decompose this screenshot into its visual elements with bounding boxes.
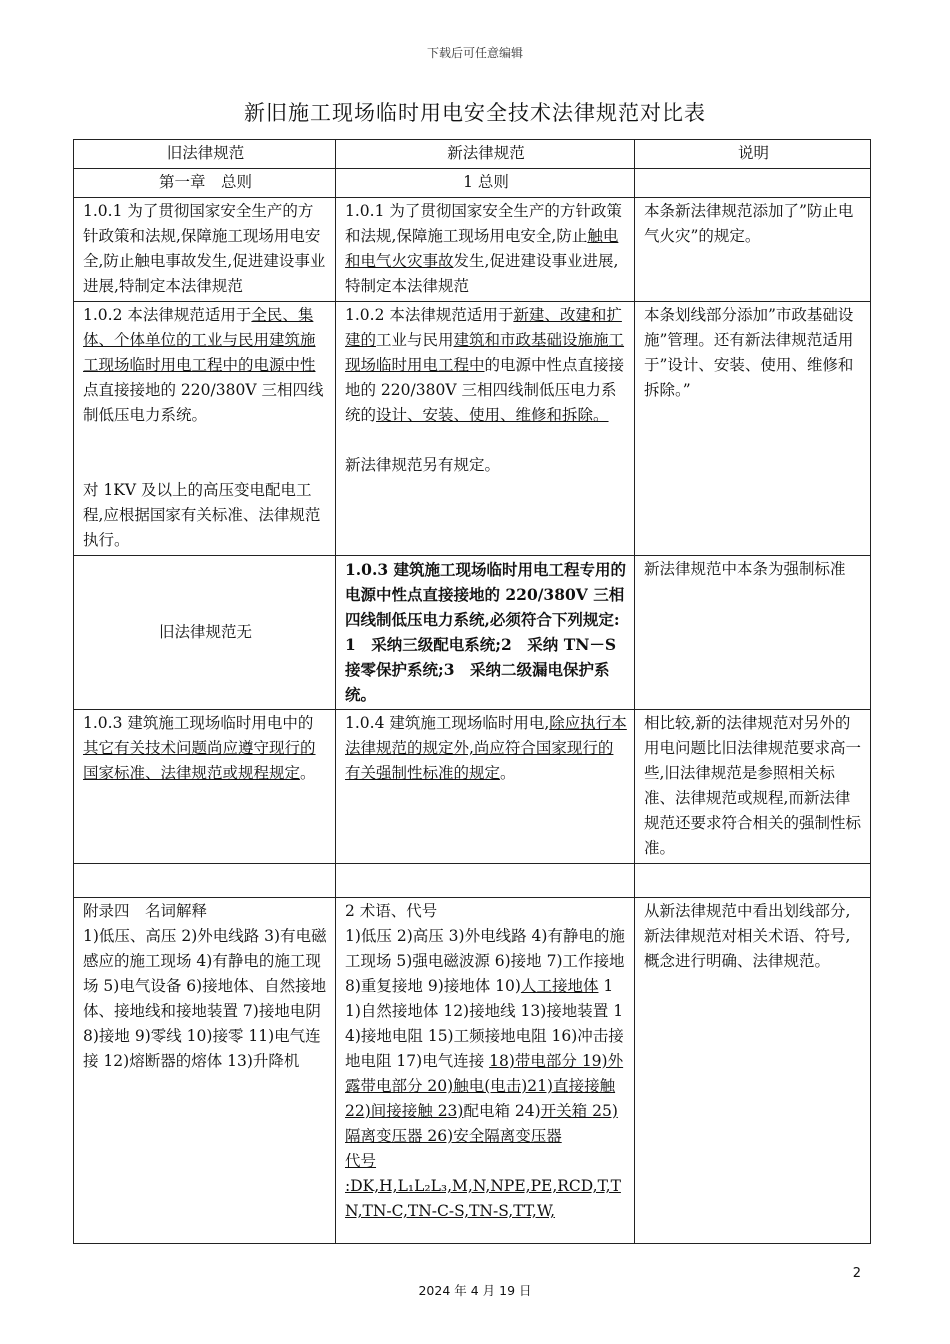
text-segment: 1.0.1 为了贯彻国家安全生产的方针政策和法规,保障施工现场用电安全,防止 <box>345 202 622 245</box>
new-code-value: :DK,H,L₁L₂L₃,M,N,NPE,PE,RCD,T,TN,TN-C,TN-C-S,TN-S,TT,W, <box>345 1177 621 1220</box>
note-cell: 从新法律规范中看出划线部分,新法律规范对相关术语、符号,概念进行明确、法律规范。 <box>635 898 871 1244</box>
column-header-note: 说明 <box>635 140 871 169</box>
text-segment: 1.0.2 本法律规范适用于 <box>83 306 252 324</box>
old-clause: 旧法律规范无 <box>74 556 336 710</box>
table-row <box>74 556 871 710</box>
document-title: 新旧施工现场临时用电安全技术法律规范对比表 <box>244 101 706 125</box>
text-segment: 工业与民用 <box>376 331 454 349</box>
header-note: 下载后可任意编辑 <box>426 46 523 60</box>
chapter-row <box>74 169 871 198</box>
underlined-text: 除应执行本法律规范的规定外,尚应符合国家现行的有关强制性标准的规定 <box>345 714 627 782</box>
page-number: 2 <box>852 1266 861 1281</box>
underlined-text: 建筑和市政基础设施施工现场临时用电工程中 <box>345 331 625 374</box>
text-segment: 11)自然接地体 12)接地线 13)接地装置 14)接地电阻 15)工频接地电阻 16)冲击接地电阻 17)电气连接 <box>345 977 624 1070</box>
new-clause <box>336 710 635 864</box>
chapter-note <box>635 169 871 198</box>
text-segment: 1.0.2 本法律规范适用于 <box>345 306 514 324</box>
old-clause <box>74 302 336 556</box>
new-code-label: 代号 <box>345 1152 377 1170</box>
new-clause-main <box>345 303 627 428</box>
new-clause-mandatory: 1.0.3 建筑施工现场临时用电工程专用的电源中性点直接接地的 220/380V 三相四线制低压电力系统,必须符合下列规定:1 采纳三级配电系统;2 采纳 TN－S 接零保护系统;3 采纳二级漏电保护系统。 <box>336 556 635 710</box>
old-appendix-heading: 附录四 名词解释 <box>83 902 208 920</box>
old-clause <box>74 710 336 864</box>
table-row <box>74 198 871 302</box>
underlined-text: 18)带电部分 19)外露带电部分 20)触电(电击)21)直接接触 22)间接接触 23) <box>345 1052 624 1120</box>
table-row <box>74 302 871 556</box>
old-clause-main <box>83 303 328 428</box>
new-terms-heading: 2 术语、代号 <box>345 902 438 920</box>
note-cell: 本条划线部分添加”市政基础设施”管理。还有新法律规范适用于”设计、安装、使用、维修和拆除。” <box>635 302 871 556</box>
table-row <box>74 898 871 1244</box>
underlined-text: 全民、集体、个体单位的工业与民用建筑施工现场临时用电工程中的电源中性 <box>83 306 316 374</box>
new-clause <box>336 898 635 1244</box>
underlined-text: 开关箱 25)隔离变压器 26)安全隔离变压器 <box>345 1102 618 1145</box>
old-appendix-body: 1)低压、高压 2)外电线路 3)有电磁感应的施工现场 4)有静电的施工现场 5)电气设备 6)接地体、自然接地体、接地线和接地装置 7)接地电阴 8)接地 9)零线 10)接零 11)电气连接 12)熔断器的熔体 13)升降机 <box>83 927 327 1070</box>
empty-row <box>74 864 871 898</box>
new-clause <box>336 198 635 302</box>
text-segment: 1.0.4 建筑施工现场临时用电, <box>345 714 550 732</box>
text-segment: 1.0.3 建筑施工现场临时用电中的 <box>83 714 314 732</box>
underlined-text: 设计、安装、使用、维修和拆除。 <box>376 406 609 424</box>
old-clause <box>74 198 336 302</box>
underlined-text: 人工接地体 <box>520 977 599 995</box>
new-terms-body <box>345 924 627 1149</box>
chapter-new: 1 总则 <box>336 169 635 198</box>
note-cell: 新法律规范中本条为强制标准 <box>635 556 871 710</box>
note-cell: 本条新法律规范添加了”防止电气火灾”的规定。 <box>635 198 871 302</box>
underlined-text: 其它有关技术问题尚应遵守现行的国家标准、法律规范或规程规定 <box>83 739 316 782</box>
text-segment: 。 <box>500 764 516 782</box>
underlined-text: 触电和电气火灾事故 <box>345 227 619 270</box>
text-segment: 发生,促进建设事业进展,特制定本法律规范 <box>345 252 619 295</box>
table-header-row <box>74 140 871 169</box>
text-segment: 1.0.1 为了贯彻国家安全生产的方针政策和法规,保障施工现场用电安全,防止触电事故发生,促进建设事业进展,特制定本法律规范 <box>83 202 326 295</box>
text-segment: 点直接接地的 220/380V 三相四线制低压电力系统。 <box>83 381 324 424</box>
underlined-text: 新建、改建和扩建的 <box>345 306 622 349</box>
table-row <box>74 710 871 864</box>
column-header-new: 新法律规范 <box>336 140 635 169</box>
chapter-old: 第一章 总则 <box>74 169 336 198</box>
text-segment: 1)低压 2)高压 3)外电线路 4)有静电的施工现场 5)强电磁波源 6)接地 7)工作接地 8)重复接地 9)接地体 10) <box>345 927 625 995</box>
comparison-table <box>73 139 871 1244</box>
new-clause-extra: 新法律规范另有规定。 <box>345 456 501 474</box>
note-cell: 相比较,新的法律规范对另外的用电问题比旧法律规范要求高一些,旧法律规范是参照相关标准、法律规范或规程,而新法律规范还要求符合相关的强制性标准。 <box>635 710 871 864</box>
text-segment: 。 <box>300 764 316 782</box>
footer-date: 2024 年 4 月 19 日 <box>418 1283 532 1298</box>
text-segment: 配电箱 24) <box>463 1102 541 1120</box>
old-clause-extra: 对 1KV 及以上的高压变电配电工程,应根据国家有关标准、法律规范执行。 <box>83 481 321 549</box>
old-clause <box>74 898 336 1244</box>
new-clause <box>336 302 635 556</box>
text-segment: 的电源中性点直接接地的 220/380V 三相四线制低压电力系统的 <box>345 356 625 424</box>
column-header-old: 旧法律规范 <box>74 140 336 169</box>
